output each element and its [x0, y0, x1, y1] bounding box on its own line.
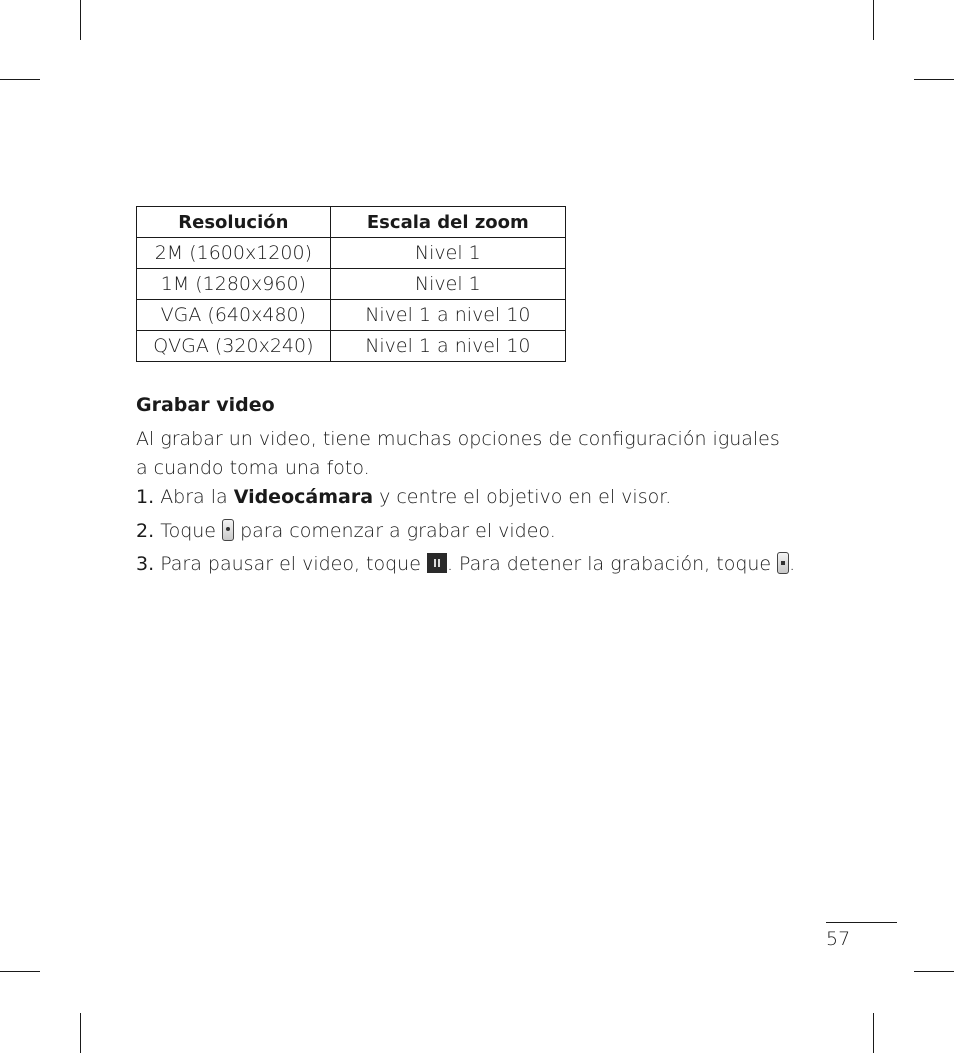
step-3: [136, 552, 795, 575]
step-text: y centre el objetivo en el visor.: [373, 486, 672, 508]
crop-mark-bottom-right-horizontal: [914, 971, 954, 972]
section-intro: Al grabar un video, tiene muchas opciones de configuración iguales a cuando toma una foto.: [136, 428, 780, 479]
table-row: [137, 300, 566, 331]
step-text: . Para detener la grabación, toque: [446, 553, 778, 575]
page-number-rule: [826, 922, 897, 923]
step-text: .: [789, 553, 796, 575]
resolution-cell: QVGA (320x240): [137, 331, 331, 362]
table-row: [137, 331, 566, 362]
stop-icon: [777, 552, 789, 574]
section-heading: Grabar video: [136, 394, 275, 416]
resolution-cell: VGA (640x480): [137, 300, 331, 331]
step-number: 3.: [136, 553, 155, 575]
step-1: [136, 486, 671, 508]
step-2: [136, 519, 556, 542]
crop-mark-bottom-left-horizontal: [0, 971, 40, 972]
step-bold-text: Videocámara: [233, 486, 374, 508]
crop-mark-top-right-vertical: [873, 0, 874, 40]
page-number: 57: [826, 928, 851, 950]
record-icon: [222, 519, 234, 541]
column-header-resolution: Resolución: [137, 207, 331, 238]
crop-mark-bottom-left-vertical: [80, 1013, 81, 1053]
step-number: 2.: [136, 520, 155, 542]
table-row: [137, 269, 566, 300]
table-header-row: [137, 207, 566, 238]
column-header-zoom-scale: Escala del zoom: [330, 207, 565, 238]
resolution-cell: 2M (1600x1200): [137, 238, 331, 269]
zoom-scale-cell: Nivel 1: [330, 269, 565, 300]
step-text: Abra la: [160, 486, 234, 508]
step-number: 1.: [136, 486, 155, 508]
zoom-scale-cell: Nivel 1 a nivel 10: [330, 331, 565, 362]
step-text: Toque: [160, 520, 223, 542]
zoom-scale-table: [136, 206, 566, 362]
pause-icon: [427, 553, 447, 573]
step-text: para comenzar a grabar el video.: [234, 520, 556, 542]
step-text: Para pausar el video, toque: [160, 553, 427, 575]
zoom-scale-cell: Nivel 1 a nivel 10: [330, 300, 565, 331]
crop-mark-top-left-horizontal: [0, 79, 40, 80]
crop-mark-top-left-vertical: [80, 0, 81, 40]
crop-mark-top-right-horizontal: [914, 79, 954, 80]
zoom-scale-cell: Nivel 1: [330, 238, 565, 269]
resolution-cell: 1M (1280x960): [137, 269, 331, 300]
table-row: [137, 238, 566, 269]
crop-mark-bottom-right-vertical: [873, 1013, 874, 1053]
